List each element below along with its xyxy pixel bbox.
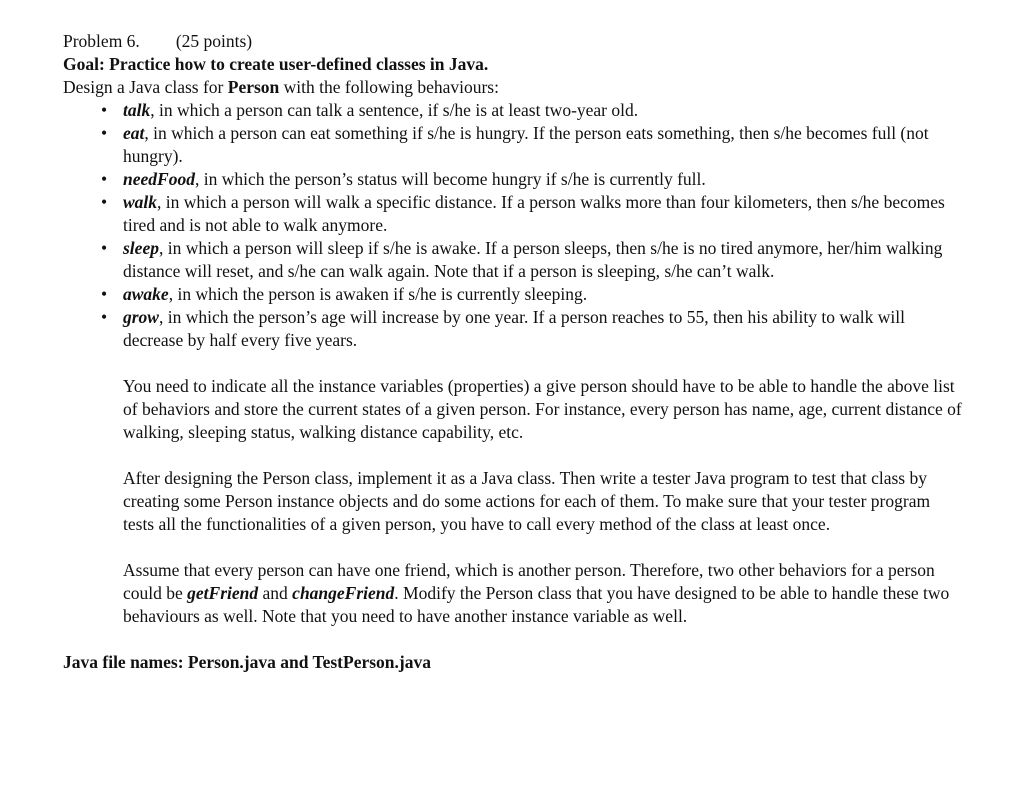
bullet-icon: • (101, 284, 108, 304)
behaviour-item-eat (63, 122, 963, 168)
intro-line (63, 76, 963, 99)
get-friend-method: getFriend (187, 583, 259, 603)
instance-variables-paragraph: You need to indicate all the instance variables (properties) a give person should have to be able to handle the above list of behaviors and store the current states of a given person. For instance, every person has name, age, current distance of walking, sleeping status, walking distance capability, etc. (123, 376, 962, 442)
friend-paragraph (123, 559, 963, 628)
behaviour-item-grow (63, 306, 963, 352)
behaviour-text: , in which a person can talk a sentence, if s/he is at least two-year old. (150, 100, 639, 120)
behaviour-item-needfood (63, 168, 963, 191)
behaviour-text: , in which a person will walk a specific distance. If a person walks more than four kilometers, then s/he becomes tired and is not able to walk anymore. (123, 192, 945, 235)
behaviour-item-walk (63, 191, 963, 237)
behaviour-name: sleep (123, 238, 159, 258)
goal-line: Goal: Practice how to create user-defined classes in Java. (63, 54, 489, 74)
behaviour-item-talk (63, 99, 963, 122)
bullet-icon: • (101, 123, 108, 143)
implementation-paragraph: After designing the Person class, implement it as a Java class. Then write a tester Java program to test that class by creating some Person instance objects and do some actions for each of them. To make sure that your tester program tests all the functionalities of a given person, you have to call every method of the class at least once. (123, 468, 931, 534)
behaviour-text: , in which the person’s status will become hungry if s/he is currently full. (194, 169, 706, 189)
bullet-icon: • (101, 100, 108, 120)
friend-prefix: Assume that every person can have one friend, which is another person. Therefore, two other behaviors for a person could be (123, 560, 935, 603)
change-friend-method: changeFriend (292, 583, 395, 603)
behaviour-item-sleep (63, 237, 963, 283)
file-names-footer: Java file names: Person.java and TestPerson.java (63, 652, 431, 672)
behaviour-name: walk (123, 192, 158, 212)
behaviour-name: needFood (123, 169, 195, 189)
problem-header (63, 30, 963, 53)
bullet-icon: • (101, 238, 108, 258)
bullet-icon: • (101, 307, 108, 327)
bullet-icon: • (101, 169, 108, 189)
behaviour-name: talk (123, 100, 151, 120)
behaviour-name: awake (123, 284, 169, 304)
intro-class-name: Person (227, 77, 280, 97)
problem-points: (25 points) (175, 31, 253, 51)
friend-suffix: . Modify the Person class that you have designed to be able to handle these two behaviours as well. Note that you need to have another instance variable as well. (123, 583, 950, 626)
behaviour-text: , in which the person is awaken if s/he is currently sleeping. (168, 284, 588, 304)
bullet-icon: • (101, 192, 108, 212)
behaviour-text: , in which the person’s age will increase by one year. If a person reaches to 55, then his ability to walk will decrease by half every five years. (123, 307, 905, 350)
problem-document (63, 30, 963, 674)
problem-label: Problem 6. (63, 31, 140, 51)
intro-prefix: Design a Java class for (63, 77, 228, 97)
behaviour-text: , in which a person will sleep if s/he is awake. If a person sleeps, then s/he is no tired anymore, her/him walking distance will reset, and s/he can walk again. Note that if a person is sleeping, s/he can’t walk. (123, 238, 943, 281)
behaviour-name: eat (123, 123, 145, 143)
behaviour-text: , in which a person can eat something if s/he is hungry. If the person eats something, then s/he becomes full (not hungry). (123, 123, 929, 166)
behaviour-list (63, 99, 963, 352)
behaviour-item-awake (63, 283, 963, 306)
behaviour-name: grow (123, 307, 159, 327)
friend-and: and (258, 583, 293, 603)
intro-suffix: with the following behaviours: (279, 77, 499, 97)
